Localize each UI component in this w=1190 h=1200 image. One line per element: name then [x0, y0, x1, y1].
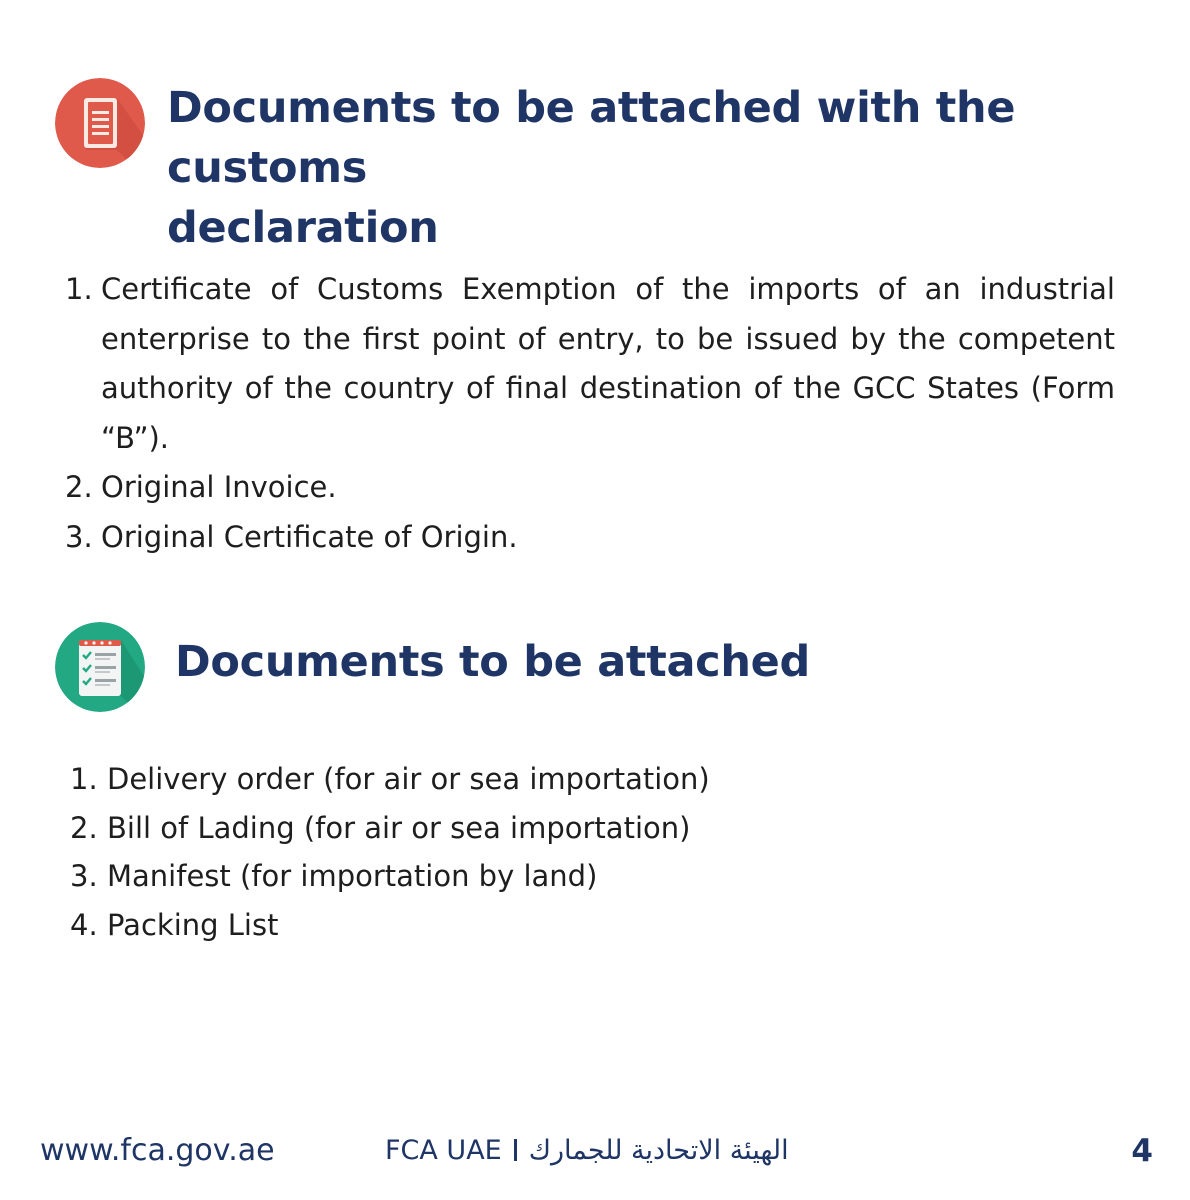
heading-line-1: Documents to be attached with the customs [167, 83, 1016, 193]
list-item-text: Original Invoice. [101, 470, 337, 504]
brand-english: FCA UAE [385, 1135, 502, 1166]
page-number: 4 [1131, 1133, 1153, 1169]
section-heading: Documents to be attached [175, 637, 811, 687]
list-item-text: Original Certificate of Origin. [101, 519, 518, 554]
section-heading [167, 78, 1107, 258]
list-item [70, 901, 970, 950]
list-item-text: Packing List [107, 907, 279, 942]
footer-brand [385, 1135, 789, 1166]
checklist-icon [55, 622, 145, 712]
section-header-documents-attached [55, 622, 810, 712]
list-item [65, 265, 1115, 463]
list-item-number: 3. [70, 859, 98, 893]
list-item [70, 755, 970, 804]
list-item [65, 463, 1115, 513]
list-item-number: 1. [70, 762, 98, 796]
separator [514, 1139, 517, 1161]
list-item-number: 3. [65, 519, 93, 554]
documents-attached-list [70, 755, 970, 949]
list-item [70, 852, 970, 901]
list-item-number: 2. [70, 810, 98, 845]
list-item-number: 2. [65, 470, 93, 504]
brand-arabic: الهيئة الاتحادية للجمارك [528, 1135, 789, 1166]
list-item [65, 513, 1115, 563]
list-item-text: Delivery order (for air or sea importation) [107, 762, 710, 796]
list-item-text: Certificate of Customs Exemption of the imports of an industrial enterprise to the first point of entry, to be issued by the competent authority of the country of final destination of the GCC States (Form “B”). [101, 272, 1115, 455]
list-item-text: Bill of Lading (for air or sea importation) [107, 810, 691, 845]
website-link[interactable]: www.fca.gov.ae [40, 1133, 275, 1168]
document-icon [55, 78, 145, 168]
customs-declaration-document-list [65, 265, 1115, 562]
list-item-number: 1. [65, 272, 93, 306]
section-header-customs-declaration [55, 78, 1107, 258]
heading-line-2: declaration [167, 203, 439, 253]
list-item [70, 804, 970, 853]
list-item-number: 4. [70, 907, 98, 942]
list-item-text: Manifest (for importation by land) [107, 859, 598, 893]
